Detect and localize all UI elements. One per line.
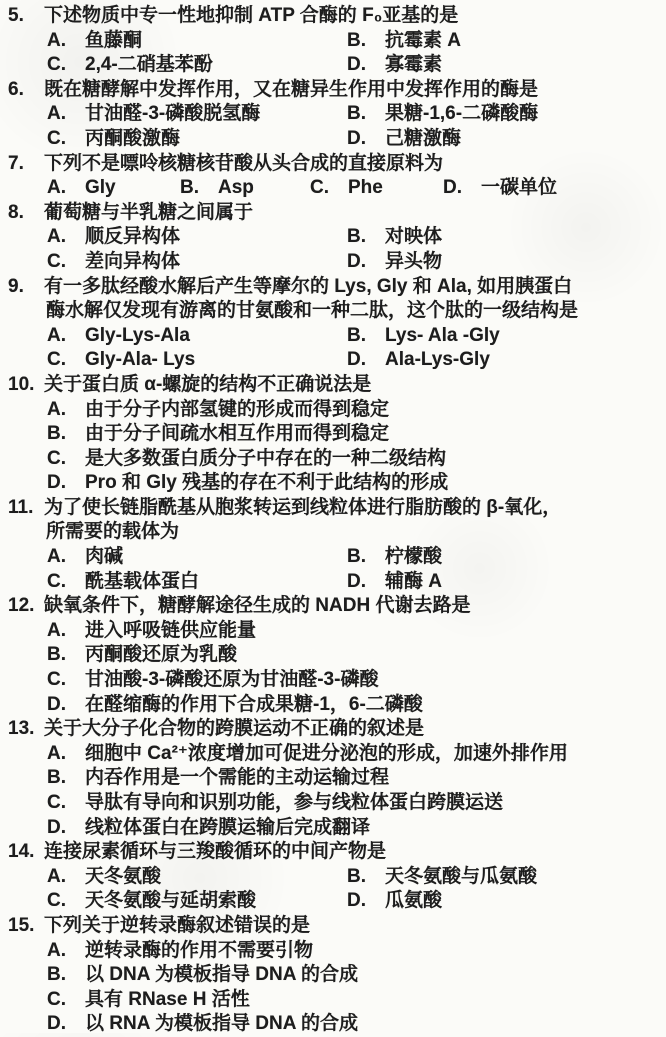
option-text: 己糖激酶 (385, 127, 462, 149)
option-text: 瓜氨酸 (385, 890, 443, 912)
question-number: 15. (8, 914, 35, 936)
option-c (47, 889, 347, 914)
option-a (47, 176, 180, 201)
option-c (47, 988, 660, 1013)
option-label: A. (47, 226, 66, 248)
question-stem-line (8, 914, 660, 939)
option-text: 顺反异构体 (85, 226, 181, 248)
question-stem-line (8, 78, 660, 103)
option-text: Gly (85, 177, 116, 199)
question-stem-line (8, 201, 660, 226)
option-label: D. (347, 250, 366, 272)
option-b (347, 324, 660, 349)
option-label: A. (47, 742, 66, 764)
option-text: 丙酮酸激酶 (85, 127, 181, 149)
options-group (8, 939, 660, 1037)
option-text: 是大多数蛋白质分子中存在的一种二级结构 (85, 447, 447, 469)
question-6 (8, 78, 660, 152)
option-text: Gly-Lys-Ala (85, 324, 190, 346)
option-d (47, 816, 660, 841)
options-group (8, 102, 660, 151)
option-a (47, 939, 660, 964)
option-text: 柠檬酸 (385, 546, 443, 568)
question-number: 8. (8, 201, 24, 223)
option-label: C. (47, 349, 66, 371)
option-label: B. (47, 964, 66, 986)
option-d (47, 1012, 660, 1037)
option-text: 由于分子间疏水相互作用而得到稳定 (85, 423, 390, 445)
question-number: 11. (8, 496, 34, 518)
question-number: 6. (8, 78, 24, 100)
option-c (47, 570, 347, 595)
question-stem-line (8, 152, 660, 177)
question-stem-line (8, 373, 660, 398)
question-stem-text: 关于蛋白质 α-螺旋的结构不正确说法是 (44, 373, 372, 395)
option-text: Gly-Ala- Lys (85, 349, 196, 371)
option-b (347, 29, 660, 54)
option-d (347, 348, 660, 373)
option-a (47, 324, 347, 349)
question-stem-line (8, 840, 660, 865)
option-b (47, 963, 660, 988)
option-text: Ala-Lys-Gly (385, 349, 490, 371)
option-label: D. (347, 570, 366, 592)
option-b (47, 643, 660, 668)
option-b (47, 422, 660, 447)
option-text: 寡霉素 (385, 54, 443, 76)
option-d (347, 889, 660, 914)
option-label: D. (443, 177, 462, 199)
option-label: D. (47, 1013, 66, 1035)
option-text: 一碳单位 (481, 177, 558, 199)
question-stem-line (8, 496, 660, 521)
option-label: A. (47, 619, 66, 641)
question-number: 12. (8, 595, 35, 617)
question-9 (8, 275, 660, 373)
option-d (443, 176, 660, 201)
option-text: 差向异构体 (85, 250, 181, 272)
option-text: 2,4-二硝基苯酚 (85, 54, 213, 76)
question-stem-line (8, 520, 660, 545)
option-text: 具有 RNase H 活性 (85, 988, 250, 1010)
option-a (47, 619, 660, 644)
option-text: 天冬氨酸与瓜氨酸 (385, 865, 538, 887)
option-label: A. (47, 939, 66, 961)
option-label: D. (47, 816, 66, 838)
question-stem-text: 葡萄糖与半乳糖之间属于 (44, 201, 254, 223)
option-text: 甘油醛-3-磷酸脱氢酶 (85, 103, 261, 125)
option-d (47, 471, 660, 496)
option-label: B. (347, 226, 366, 248)
option-c (47, 348, 347, 373)
question-5 (8, 4, 660, 78)
option-c (47, 791, 660, 816)
option-text: 丙酮酸还原为乳酸 (85, 644, 238, 666)
option-label: A. (47, 103, 66, 125)
option-text: 甘油酸-3-磷酸还原为甘油醛-3-磷酸 (85, 669, 379, 691)
question-13 (8, 717, 660, 840)
option-text: 以 RNA 为模板指导 DNA 的合成 (85, 1013, 359, 1035)
option-label: A. (47, 29, 66, 51)
option-a (47, 742, 660, 767)
option-label: B. (47, 423, 66, 445)
option-label: A. (47, 865, 66, 887)
option-label: C. (47, 669, 66, 691)
option-label: C. (47, 570, 66, 592)
option-a (47, 225, 347, 250)
option-text: Lys- Ala -Gly (385, 324, 500, 346)
options-group (8, 29, 660, 78)
question-11 (8, 496, 660, 594)
option-text: 酰基载体蛋白 (85, 570, 200, 592)
option-text: 以 DNA 为模板指导 DNA 的合成 (85, 964, 359, 986)
option-label: C. (47, 54, 66, 76)
option-label: C. (47, 250, 66, 272)
question-stem-text: 关于大分子化合物的跨膜运动不正确的叙述是 (44, 718, 425, 740)
option-b (180, 176, 310, 201)
options-group (8, 619, 660, 717)
option-label: C. (47, 792, 66, 813)
question-number: 5. (8, 5, 24, 26)
option-a (47, 102, 347, 127)
question-number: 14. (8, 841, 35, 863)
option-label: A. (47, 177, 66, 199)
question-14 (8, 840, 660, 914)
option-text: 异头物 (385, 250, 443, 272)
option-label: B. (47, 644, 66, 666)
option-label: D. (347, 890, 366, 912)
option-c (310, 176, 443, 201)
option-label: B. (347, 29, 366, 51)
option-text: 天冬氨酸与延胡索酸 (85, 890, 257, 912)
option-label: D. (347, 127, 366, 149)
option-c (47, 447, 660, 472)
question-stem-line (8, 299, 660, 324)
question-stem-text: 有一多肽经酸水解后产生等摩尔的 Lys, Gly 和 Ala, 如用胰蛋白 (44, 275, 573, 297)
option-a (47, 545, 347, 570)
question-stem-text: 酶水解仅发现有游离的甘氨酸和一种二肽，这个肽的一级结构是 (46, 300, 579, 322)
option-c (47, 53, 347, 78)
option-b (347, 102, 660, 127)
option-text: 细胞中 Ca²⁺浓度增加可促进分泌泡的形成，加速外排作用 (85, 742, 568, 764)
options-group (8, 324, 660, 373)
question-stem-text: 既在糖酵解中发挥作用，又在糖异生作用中发挥作用的酶是 (44, 78, 539, 100)
option-label: B. (180, 177, 199, 199)
question-stem-text: 下述物质中专一性地抑制 ATP 合酶的 F₀亚基的是 (44, 5, 459, 26)
question-15 (8, 914, 660, 1037)
option-label: B. (347, 324, 366, 346)
question-8 (8, 201, 660, 275)
option-label: C. (47, 127, 66, 149)
option-text: 鱼藤酮 (85, 29, 143, 51)
options-group (8, 865, 660, 914)
options-group (8, 398, 660, 496)
option-text: 逆转录酶的作用不需要引物 (85, 939, 314, 961)
option-c (47, 127, 347, 152)
option-label: B. (347, 546, 366, 568)
option-label: A. (47, 546, 66, 568)
question-stem-text: 下列不是嘌呤核糖核苷酸从头合成的直接原料为 (44, 152, 444, 174)
option-label: A. (47, 324, 66, 346)
option-label: C. (310, 177, 329, 199)
option-d (347, 250, 660, 275)
question-stem-line (8, 594, 660, 619)
question-12 (8, 594, 660, 717)
option-label: B. (47, 767, 66, 789)
option-text: 内吞作用是一个需能的主动运输过程 (85, 767, 390, 789)
option-a (47, 29, 347, 54)
option-text: Asp (218, 177, 254, 199)
option-text: 在醛缩酶的作用下合成果糖-1，6-二磷酸 (85, 693, 423, 715)
option-c (47, 250, 347, 275)
option-label: C. (47, 447, 66, 469)
option-b (347, 545, 660, 570)
option-label: B. (347, 865, 366, 887)
question-stem-line (8, 4, 660, 29)
option-d (347, 53, 660, 78)
options-group (8, 225, 660, 274)
option-d (347, 127, 660, 152)
question-stem-text: 为了使长链脂酰基从胞浆转运到线粒体进行脂肪酸的 β-氧化， (44, 496, 562, 518)
question-10 (8, 373, 660, 496)
question-stem-line (8, 717, 660, 742)
options-group (8, 176, 660, 201)
option-b (47, 766, 660, 791)
option-text: Pro 和 Gly 残基的存在不利于此结构的形成 (85, 472, 449, 494)
question-stem-text: 连接尿素循环与三羧酸循环的中间产物是 (44, 841, 387, 863)
option-label: D. (47, 472, 66, 494)
option-text: 线粒体蛋白在跨膜运输后完成翻译 (85, 816, 371, 838)
question-stem-text: 缺氧条件下，糖酵解途径生成的 NADH 代谢去路是 (44, 595, 471, 617)
option-text: 对映体 (385, 226, 443, 248)
option-d (347, 570, 660, 595)
option-label: D. (347, 349, 366, 371)
option-label: A. (47, 398, 66, 420)
question-number: 10. (8, 373, 35, 395)
option-text: 由于分子内部氢键的形成而得到稳定 (85, 398, 390, 420)
option-label: C. (47, 988, 66, 1010)
option-label: B. (347, 103, 366, 125)
options-group (8, 742, 660, 840)
option-c (47, 668, 660, 693)
option-text: 肉碱 (85, 546, 124, 568)
option-label: D. (47, 693, 66, 715)
option-a (47, 398, 660, 423)
option-text: 导肽有导向和识别功能，参与线粒体蛋白跨膜运送 (85, 792, 504, 813)
question-stem-text: 下列关于逆转录酶叙述错误的是 (44, 914, 311, 936)
option-text: 辅酶 A (385, 570, 443, 592)
question-7 (8, 152, 660, 201)
option-text: 天冬氨酸 (85, 865, 162, 887)
question-number: 13. (8, 718, 35, 740)
option-text: 进入呼吸链供应能量 (85, 619, 257, 641)
question-stem-text: 所需要的载体为 (46, 521, 180, 543)
option-label: C. (47, 890, 66, 912)
options-group (8, 545, 660, 594)
question-number: 7. (8, 152, 24, 174)
option-text: 抗霉素 A (385, 29, 462, 51)
option-b (347, 225, 660, 250)
option-d (47, 693, 660, 718)
question-number: 9. (8, 275, 24, 297)
option-label: D. (347, 54, 366, 76)
option-a (47, 865, 347, 890)
option-text: 果糖-1,6-二磷酸酶 (385, 103, 539, 125)
option-b (347, 865, 660, 890)
question-stem-line (8, 275, 660, 300)
option-text: Phe (348, 177, 383, 199)
